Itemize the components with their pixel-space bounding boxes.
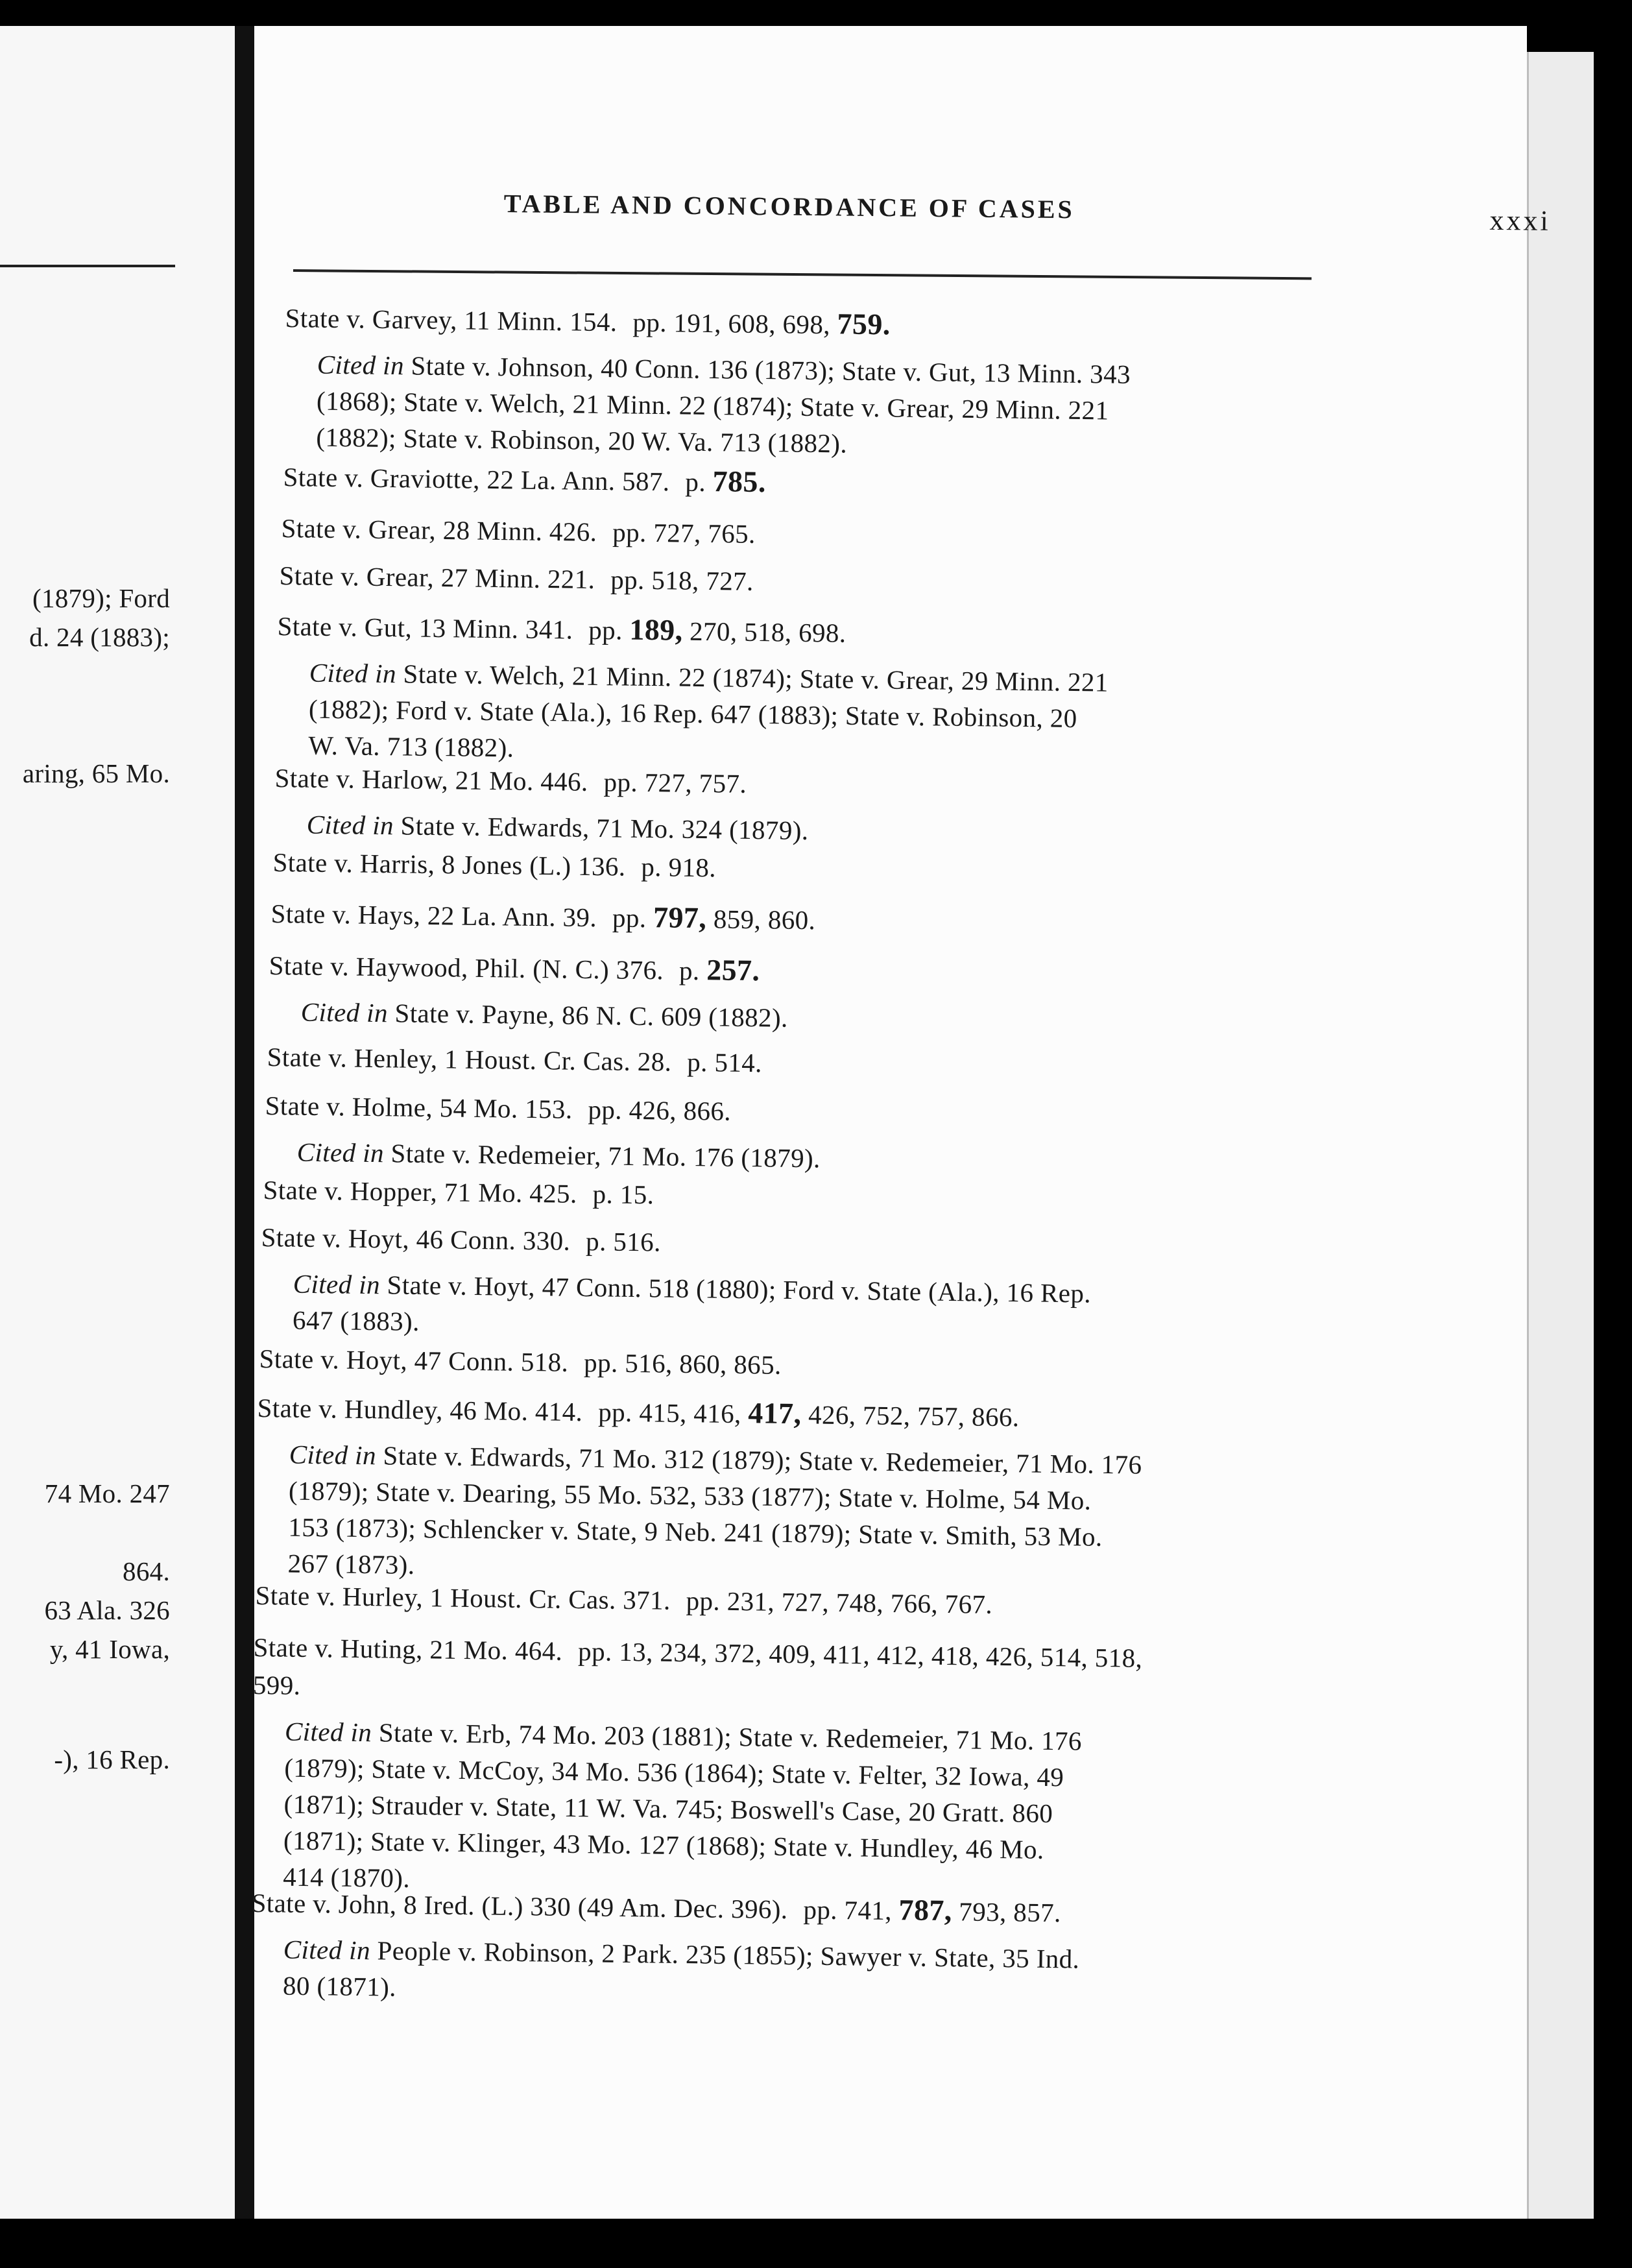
case-line <box>285 298 1323 350</box>
principal-page-ref: 417, <box>748 1396 802 1430</box>
page-references <box>588 1094 731 1126</box>
cited-in-block <box>260 1265 1299 1351</box>
cited-in-block <box>250 1931 1289 2016</box>
cited-in-block <box>268 993 1306 1043</box>
case-line <box>269 946 1307 997</box>
page-references <box>687 1047 762 1078</box>
case-entry <box>264 1087 1302 1183</box>
page-references <box>584 1347 782 1380</box>
facing-page-fragment: aring, 65 Mo. <box>22 758 170 788</box>
case-entry <box>279 557 1317 607</box>
facing-page-fragment: 74 Mo. 247 <box>44 1478 170 1508</box>
case-entry <box>255 1388 1295 1594</box>
case-entry <box>260 1218 1299 1351</box>
case-citation: State v. Hoyt, 46 Conn. 330. <box>261 1222 571 1256</box>
case-line <box>257 1388 1295 1440</box>
cited-in-label: Cited in <box>293 1268 381 1300</box>
cited-cases: State v. Edwards, 71 Mo. 312 (1879); State v. Redemeier, 71 Mo. 176 (1879); State v. Dearing, 55 Mo. 532, 533 (1877); State v. Holme, 54 Mo. 153 (1873); Schlencker v. State, 9 Neb. 241 (1879); State v. Smith, 53 Mo. 267 (1873). <box>287 1440 1142 1580</box>
facing-page-fragment: 63 Ala. 326 <box>44 1595 170 1625</box>
principal-page-ref: 189, <box>629 612 683 647</box>
page-edge-strip <box>1527 52 1594 2219</box>
case-citation: State v. Hopper, 71 Mo. 425. <box>263 1174 577 1209</box>
cited-in-block <box>255 1436 1295 1594</box>
case-line <box>261 1218 1299 1269</box>
case-entry <box>274 759 1312 855</box>
case-citation: State v. Hurley, 1 Houst. Cr. Cas. 371. <box>255 1580 671 1615</box>
facing-page-fragment: -), 16 Rep. <box>54 1744 170 1774</box>
facing-page-edge <box>0 26 239 2219</box>
cited-cases: State v. Hoyt, 47 Conn. 518 (1880); Ford v. State (Ala.), 16 Rep. 647 (1883). <box>292 1270 1092 1336</box>
principal-page-ref: 785. <box>712 464 767 499</box>
page-references <box>592 1179 654 1209</box>
facing-page-fragment: d. 24 (1883); <box>29 622 170 652</box>
running-head-title: TABLE AND CONCORDANCE OF CASES <box>503 188 1075 224</box>
page-references <box>588 612 846 648</box>
cited-in-label: Cited in <box>317 349 405 381</box>
document-page <box>251 26 1552 2219</box>
case-citation: State v. Grear, 28 Minn. 426. <box>281 513 597 547</box>
cited-in-label: Cited in <box>306 809 394 841</box>
page-references <box>686 1586 992 1619</box>
page-refs: p. 516. <box>585 1226 662 1257</box>
case-citation: State v. John, 8 Ired. (L.) 330 (49 Am. Dec. 396). <box>251 1887 788 1925</box>
page-refs: pp. 727, 757. <box>603 767 747 799</box>
case-citation: State v. Huting, 21 Mo. 464. <box>253 1632 563 1666</box>
case-line <box>253 1628 1291 1717</box>
case-line <box>270 894 1309 945</box>
case-entry <box>250 1628 1291 1907</box>
page-refs-after: 859, 860. <box>706 904 816 935</box>
cited-cases: State v. Redemeier, 71 Mo. 176 (1879). <box>383 1138 821 1174</box>
page-references <box>610 564 754 596</box>
case-entry <box>283 298 1323 468</box>
page-refs: p. <box>678 955 707 986</box>
cited-in-label: Cited in <box>309 657 397 689</box>
page-references <box>803 1894 1061 1927</box>
page-refs: p. 514. <box>687 1046 763 1078</box>
case-citation: State v. Haywood, Phil. (N. C.) 376. <box>269 950 664 985</box>
page-references <box>641 852 716 882</box>
case-line <box>267 1038 1305 1089</box>
principal-page-ref: 257. <box>706 953 760 987</box>
case-entry <box>250 1883 1290 2016</box>
case-citation: State v. Harlow, 21 Mo. 446. <box>274 762 588 797</box>
page-references <box>598 1397 1020 1432</box>
page-refs: pp. 415, 416, <box>597 1397 749 1429</box>
page-refs: p. <box>685 466 713 498</box>
page-references <box>586 1226 661 1257</box>
cited-cases: State v. Johnson, 40 Conn. 136 (1873); State v. Gut, 13 Minn. 343 (1868); State v. Welch, 21 Minn. 22 (1874); State v. Grear, 29 Minn. 221 (1882); State v. Robinson, 20 W. Va. 713 (1882). <box>316 350 1131 459</box>
case-citation: State v. Gut, 13 Minn. 341. <box>277 610 573 645</box>
page-refs: pp. 516, 860, 865. <box>583 1347 782 1380</box>
case-citation: State v. Henley, 1 Houst. Cr. Cas. 28. <box>267 1041 672 1077</box>
facing-page-fragment: y, 41 Iowa, <box>49 1634 170 1664</box>
case-line <box>281 509 1319 560</box>
cited-in-label: Cited in <box>283 1934 371 1966</box>
page-refs: pp. 231, 727, 748, 766, 767. <box>686 1586 993 1619</box>
case-citation: State v. Hoyt, 47 Conn. 518. <box>259 1343 569 1377</box>
principal-page-ref: 787, <box>898 1893 953 1927</box>
page-refs: p. 918. <box>641 851 717 883</box>
case-citation: State v. Harris, 8 Jones (L.) 136. <box>272 847 626 882</box>
case-entry <box>267 1038 1305 1089</box>
page-refs-after: 426, 752, 757, 866. <box>801 1399 1020 1432</box>
page-references <box>685 464 767 499</box>
case-line <box>265 1087 1303 1137</box>
page-references <box>632 308 891 341</box>
page-refs-after: 793, 857. <box>952 1896 1061 1928</box>
case-citation: State v. Grear, 27 Minn. 221. <box>279 560 595 594</box>
facing-page-rule <box>0 265 175 267</box>
page-refs: pp. <box>612 902 654 934</box>
case-table <box>251 26 1527 2219</box>
case-citation: State v. Graviotte, 22 La. Ann. 587. <box>283 461 670 497</box>
principal-page-ref: 759. <box>837 307 891 341</box>
cited-in-block <box>250 1713 1290 1907</box>
page-references <box>678 953 760 987</box>
facing-page-fragment: 864. <box>123 1556 170 1586</box>
principal-page-ref: 797, <box>653 900 707 935</box>
case-line <box>279 557 1317 607</box>
page-refs: pp. 426, 866. <box>588 1094 732 1126</box>
facing-page-fragment: (1879); Ford <box>32 583 170 613</box>
case-citation: State v. Holme, 54 Mo. 153. <box>265 1090 573 1124</box>
case-entry <box>268 946 1306 1043</box>
page-refs: pp. <box>588 614 630 645</box>
case-entry <box>281 509 1319 560</box>
cited-in-block <box>283 346 1323 468</box>
cited-in-label: Cited in <box>300 996 389 1028</box>
cited-in-label: Cited in <box>289 1439 377 1471</box>
case-citation: State v. Hundley, 46 Mo. 414. <box>257 1392 583 1427</box>
cited-cases: State v. Welch, 21 Minn. 22 (1874); State v. Grear, 29 Minn. 221 (1882); Ford v. State (Ala.), 16 Rep. 647 (1883); State v. Robinson, 20 W. Va. 713 (1882). <box>308 658 1109 763</box>
cited-cases: People v. Robinson, 2 Park. 235 (1855); Sawyer v. State, 35 Ind. 80 (1871). <box>282 1935 1080 2002</box>
cited-in-block <box>276 654 1315 776</box>
cited-in-label: Cited in <box>284 1716 372 1748</box>
case-entry <box>276 607 1315 776</box>
cited-in-label: Cited in <box>296 1137 385 1168</box>
page-references <box>612 517 756 549</box>
page-references <box>603 767 747 799</box>
case-line <box>277 607 1315 658</box>
case-entry <box>270 894 1309 945</box>
case-citation: State v. Hays, 22 La. Ann. 39. <box>270 898 597 933</box>
cited-cases: State v. Payne, 86 N. C. 609 (1882). <box>387 998 788 1033</box>
page-refs-after: 270, 518, 698. <box>682 616 846 648</box>
cited-cases: State v. Edwards, 71 Mo. 324 (1879). <box>393 810 809 846</box>
page-refs: pp. 741, <box>803 1894 899 1926</box>
page-refs: pp. 13, 234, 372, 409, 411, 412, 418, 426, 514, 518, 599. <box>252 1636 1143 1700</box>
page-refs: p. 15. <box>592 1179 654 1210</box>
page-references <box>612 902 816 935</box>
page-number: xxxi <box>1489 204 1552 237</box>
page-refs: pp. 191, 608, 698, <box>632 307 837 340</box>
page-refs: pp. 727, 765. <box>612 517 756 549</box>
page-refs: pp. 518, 727. <box>610 564 754 596</box>
case-citation: State v. Garvey, 11 Minn. 154. <box>285 302 618 337</box>
cited-cases: State v. Erb, 74 Mo. 203 (1881); State v. Redemeier, 71 Mo. 176 (1879); State v. McCoy, 34 Mo. 536 (1864); State v. Felter, 32 Iowa, 49 (1871); Strauder v. State, 11 W. Va. 745; Boswell's Case, 20 Gratt. 860 (1871); State v. Klinger, 43 Mo. 127 (1868); State v. Hundley, 46 Mo. 414 (1870). <box>283 1717 1083 1893</box>
